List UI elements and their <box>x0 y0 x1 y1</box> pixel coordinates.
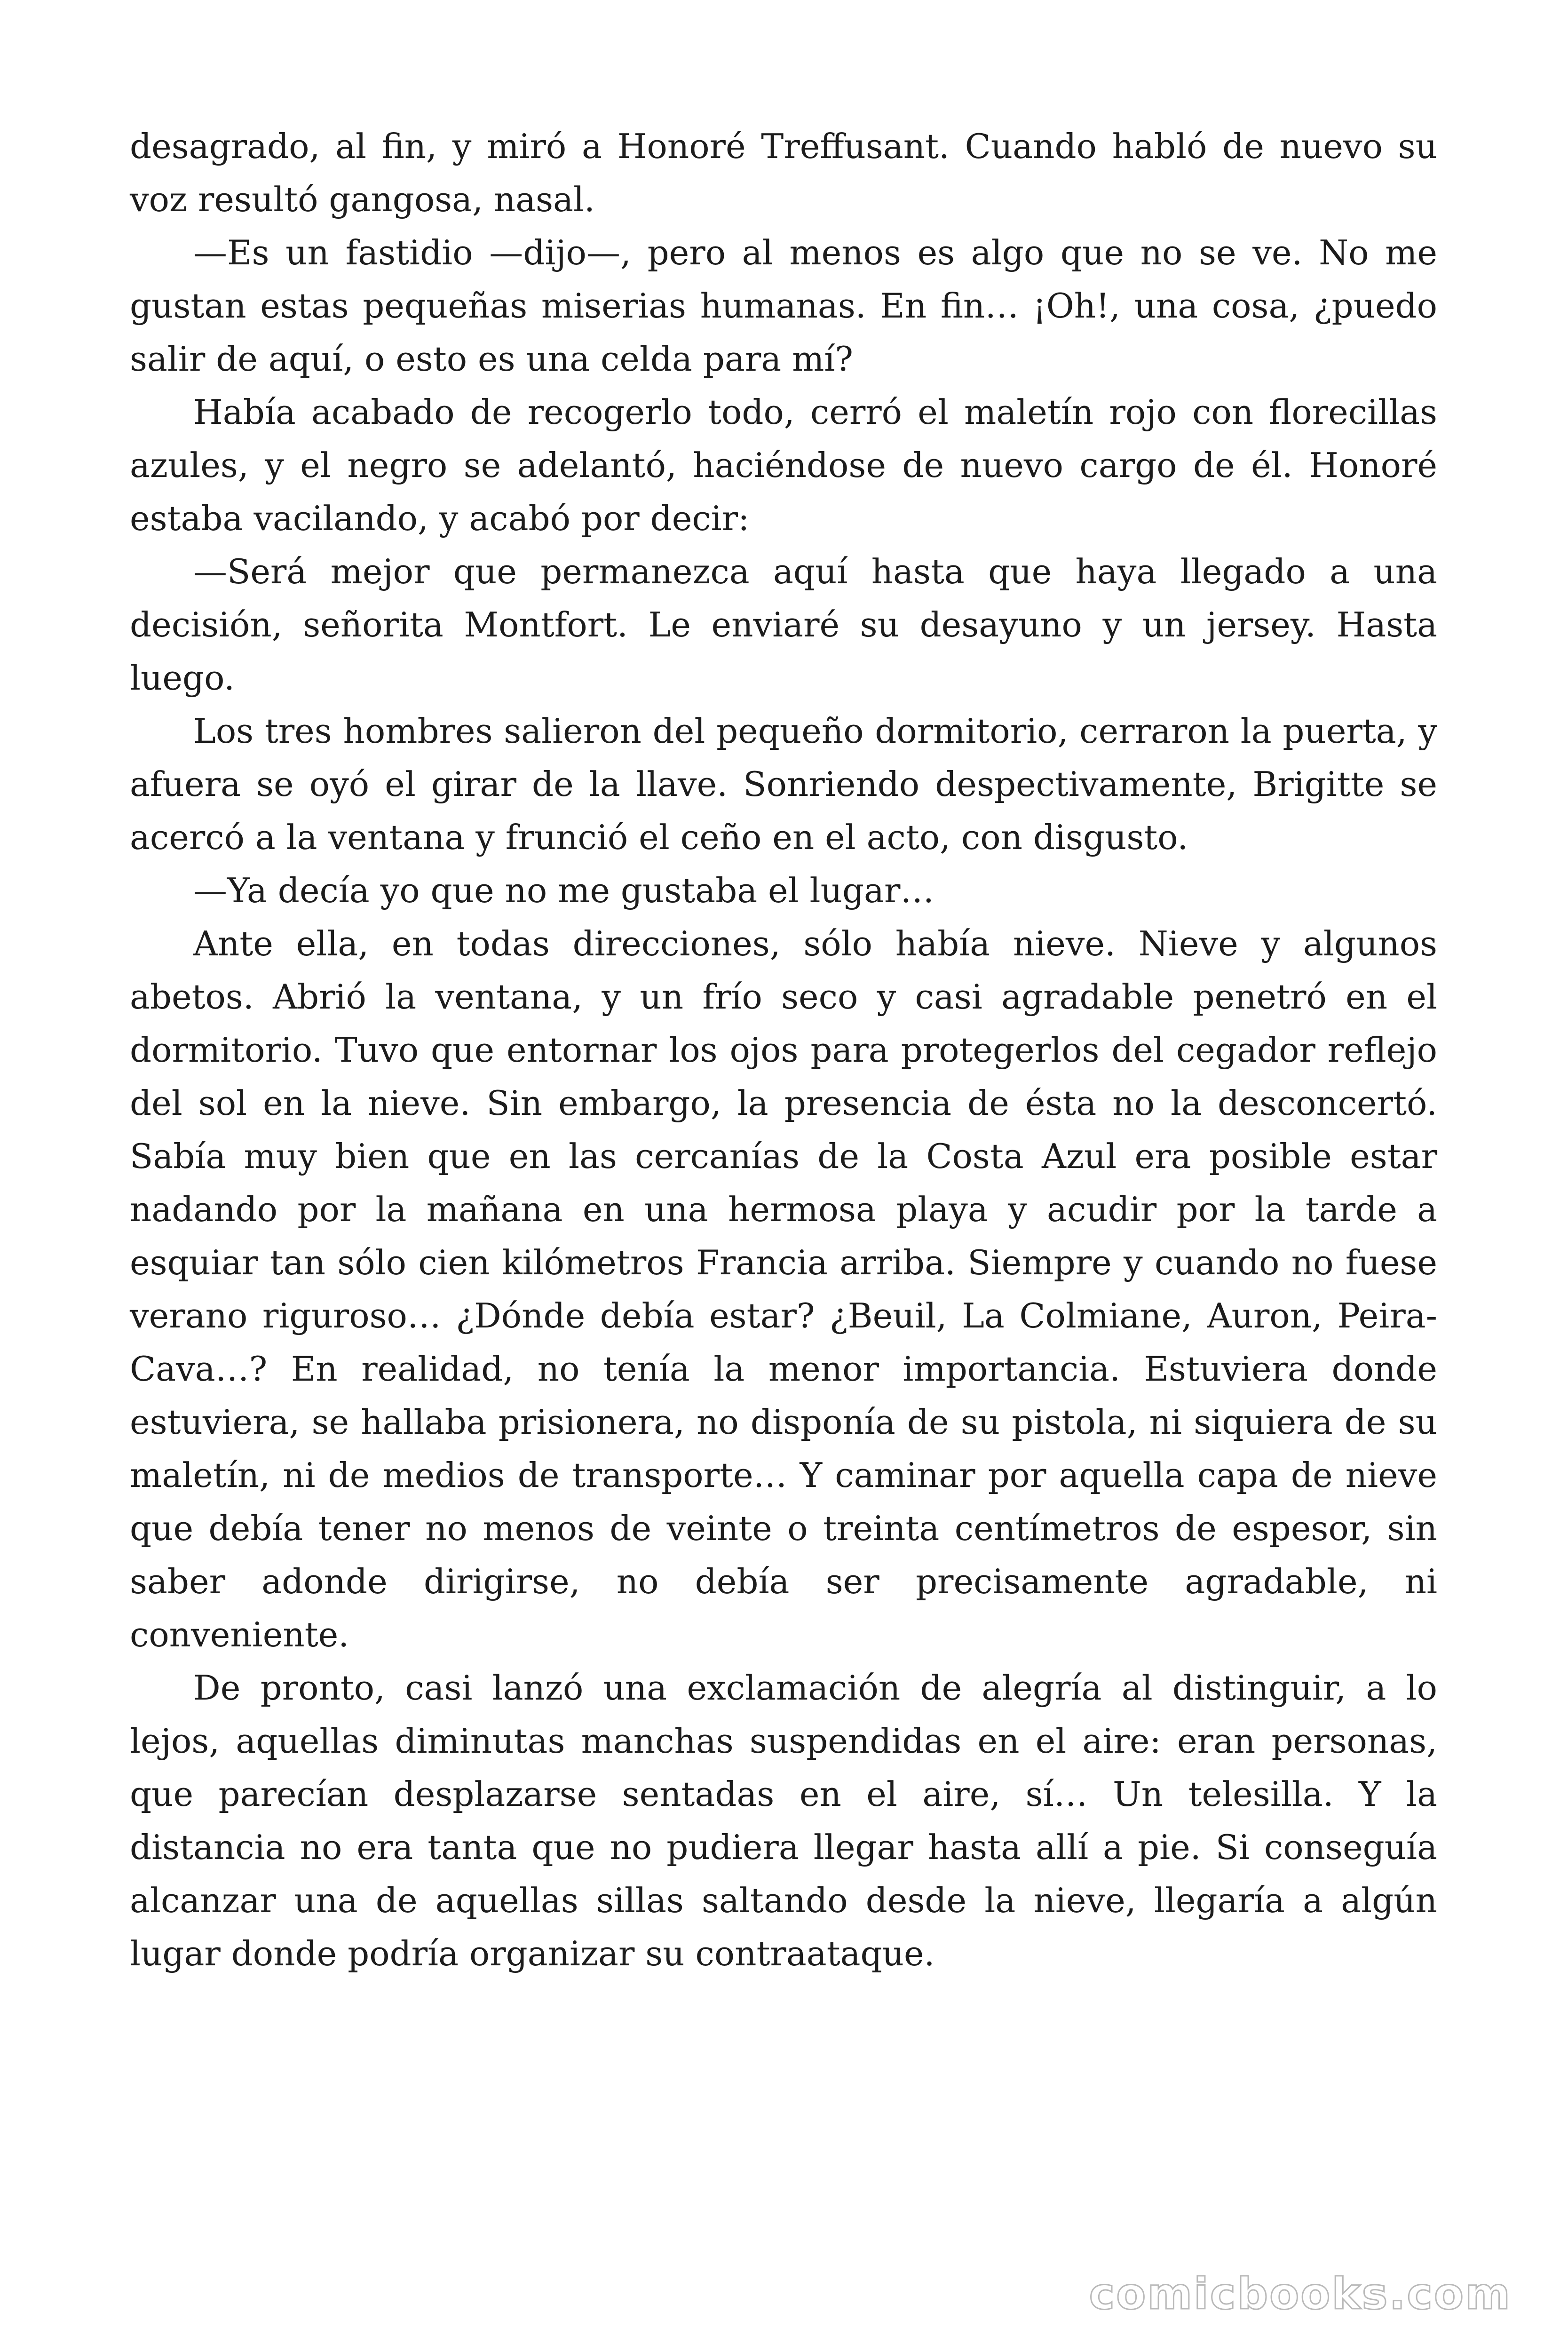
paragraph-telesilla: De pronto, casi lanzó una exclamación de alegría al distinguir, a lo lejos, aquellas diminutas manchas suspendidas en el aire: eran personas, que parecían desplazarse sentadas en el aire, sí… Un telesilla. Y la distancia no era tanta que no pudiera llegar hasta allí a pie. Si conseguía alcanzar una de aquellas sillas saltando desde la nieve, llegaría a algún lugar donde podría organizar su contraataque. <box>130 1668 1437 1973</box>
paragraph-dialogue-fastidio: —Es un fastidio —dijo—, pero al menos es algo que no se ve. No me gustan estas pequeñas miserias humanas. En fin… ¡Oh!, una cosa, ¿puedo salir de aquí, o esto es una celda para mí? <box>130 233 1437 379</box>
paragraph-continuation: desagrado, al fin, y miró a Honoré Treffusant. Cuando habló de nuevo su voz resultó gangosa, nasal. <box>130 127 1437 219</box>
paragraph-tres-hombres: Los tres hombres salieron del pequeño dormitorio, cerraron la puerta, y afuera se oyó el girar de la llave. Sonriendo despectivamente, Brigitte se acercó a la ventana y frunció el ceño en el acto, con disgusto. <box>130 711 1437 857</box>
paragraph-dialogue-honore: —Será mejor que permanezca aquí hasta que haya llegado a una decisión, señorita Montfort. Le enviaré su desayuno y un jersey. Hasta luego. <box>130 552 1437 698</box>
paragraph-dialogue-lugar: —Ya decía yo que no me gustaba el lugar… <box>193 871 934 910</box>
watermark-logo: comicbooks.com <box>1089 2269 1512 2319</box>
paragraph-maletin: Había acabado de recogerlo todo, cerró el maletín rojo con florecillas azules, y el negro se adelantó, haciéndose de nuevo cargo de él. Honoré estaba vacilando, y acabó por decir: <box>130 392 1437 538</box>
body-text <box>130 120 1437 1980</box>
paragraph-nieve: Ante ella, en todas direcciones, sólo había nieve. Nieve y algunos abetos. Abrió la ventana, y un frío seco y casi agradable penetró en el dormitorio. Tuvo que entornar los ojos para protegerlos del cegador reflejo del sol en la nieve. Sin embargo, la presencia de ésta no la desconcertó. Sabía muy bien que en las cercanías de la Costa Azul era posible estar nadando por la mañana en una hermosa playa y acudir por la tarde a esquiar tan sólo cien kilómetros Francia arriba. Siempre y cuando no fuese verano riguroso… ¿Dónde debía estar? ¿Beuil, La Colmiane, Auron, Peira-Cava…? En realidad, no tenía la menor importancia. Estuviera donde estuviera, se hallaba prisionera, no disponía de su pistola, ni siquiera de su maletín, ni de medios de transporte… Y caminar por aquella capa de nieve que debía tener no menos de veinte o treinta centímetros de espesor, sin saber adonde dirigirse, no debía ser precisamente agradable, ni conveniente. <box>130 924 1437 1654</box>
